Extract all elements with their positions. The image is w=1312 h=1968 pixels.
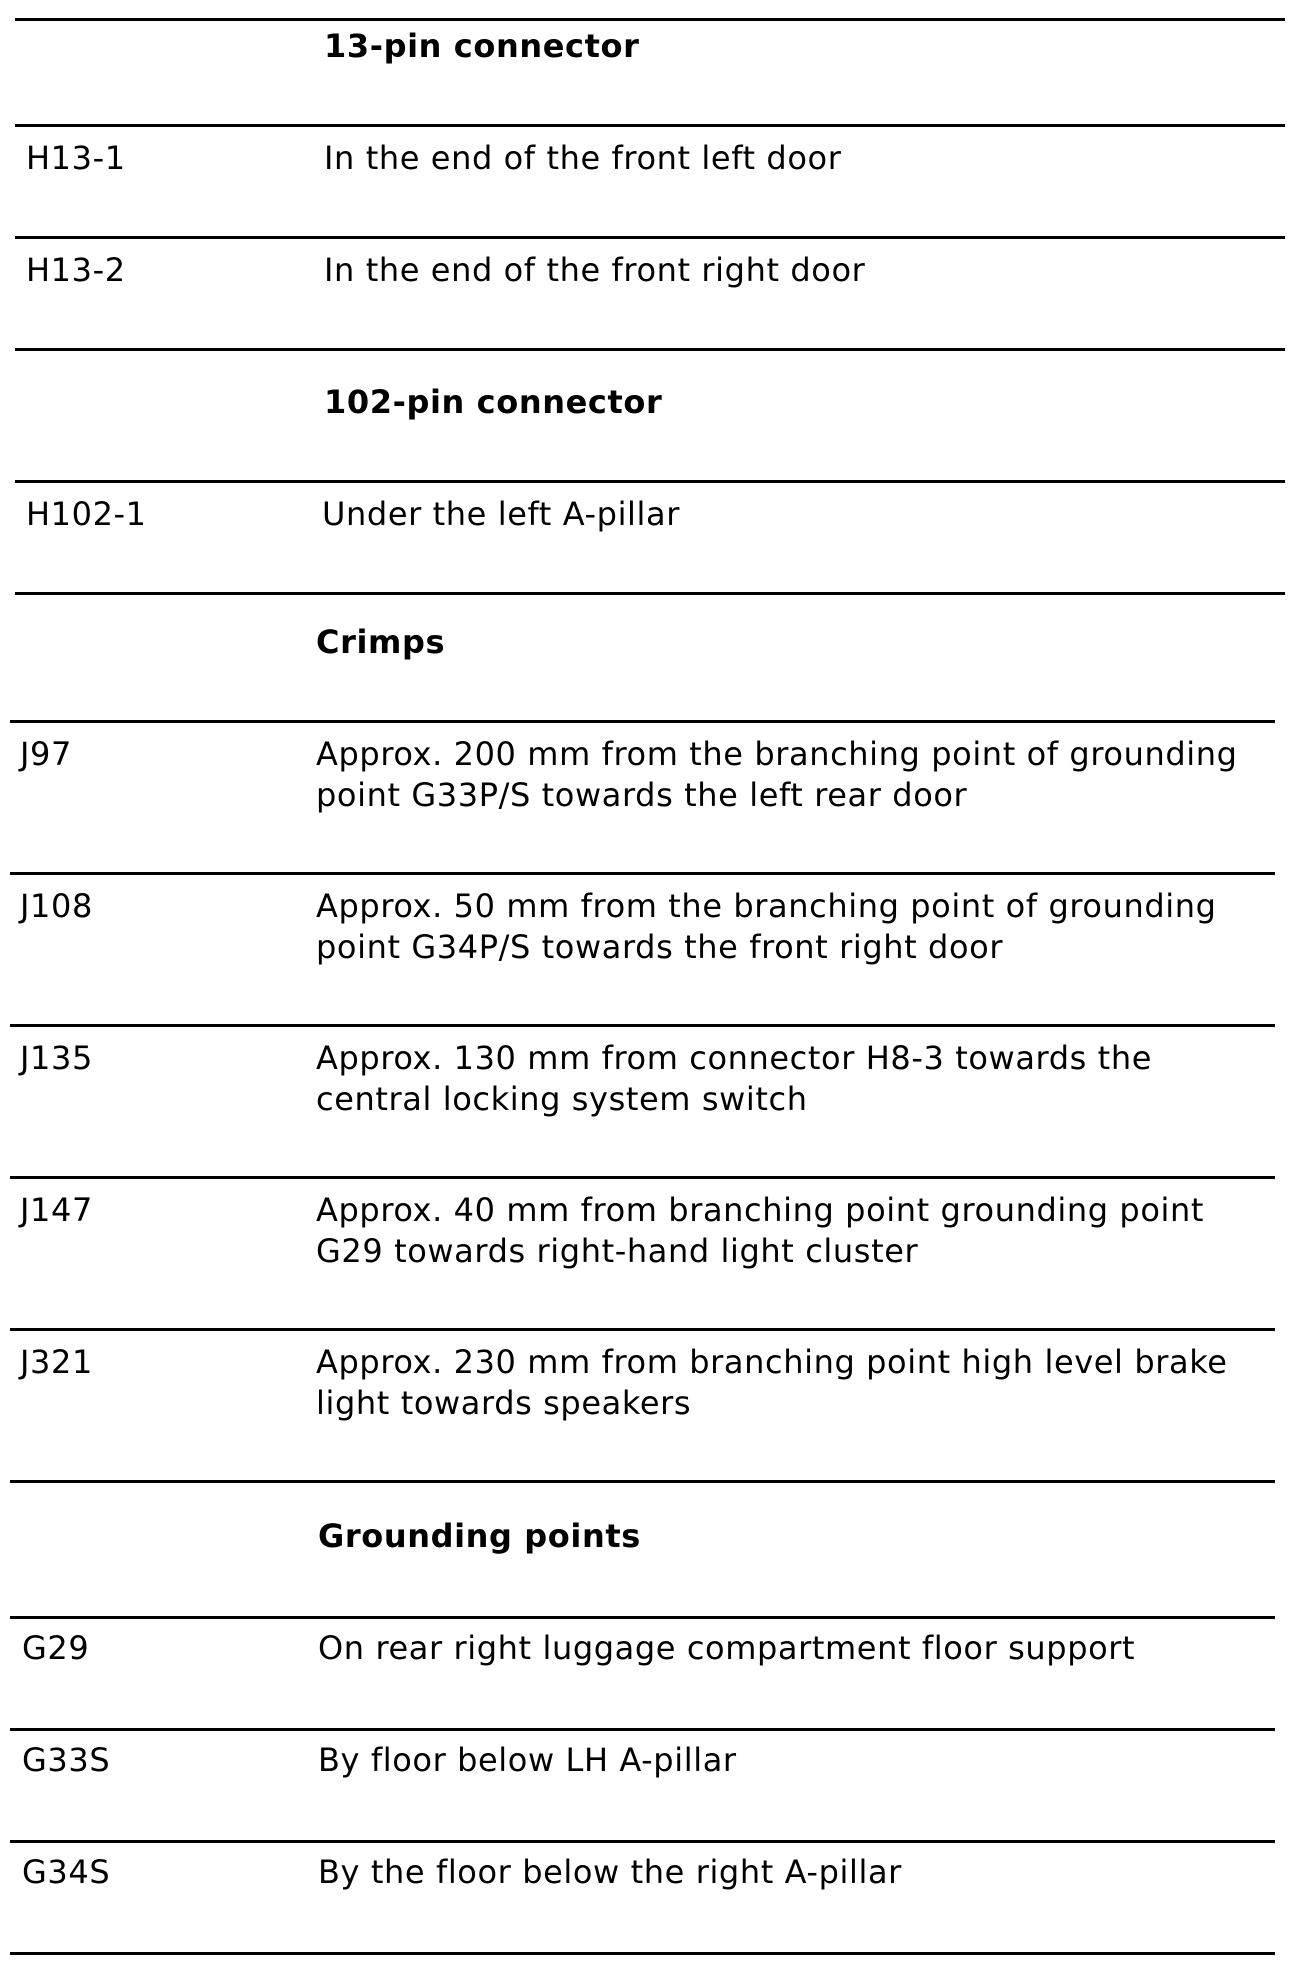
table-rule — [10, 1952, 1275, 1955]
row-description: point G34P/S towards the front right door — [316, 928, 1004, 966]
row-description: Approx. 230 mm from branching point high level brake — [316, 1343, 1228, 1381]
row-description: Approx. 40 mm from branching point grounding point — [316, 1191, 1205, 1229]
row-code: H13-2 — [26, 251, 126, 289]
row-description: point G33P/S towards the left rear door — [316, 776, 968, 814]
table-rule — [10, 872, 1275, 875]
table-rule — [10, 1176, 1275, 1179]
table-rule — [15, 480, 1285, 483]
row-description: Approx. 130 mm from connector H8-3 towards the — [316, 1039, 1152, 1077]
row-description: In the end of the front right door — [324, 251, 866, 289]
table-rule — [10, 1616, 1275, 1619]
row-description: light towards speakers — [316, 1384, 692, 1422]
section-heading: 102-pin connector — [324, 383, 663, 421]
row-code: G33S — [22, 1741, 111, 1779]
row-code: G29 — [22, 1629, 90, 1667]
table-rule — [15, 18, 1285, 21]
table-rule — [10, 1480, 1275, 1483]
section-heading: Grounding points — [318, 1517, 641, 1555]
table-rule — [10, 1840, 1275, 1843]
row-code: H13-1 — [26, 139, 126, 177]
row-code: J108 — [20, 887, 93, 925]
table-rule — [10, 1728, 1275, 1731]
row-description: central locking system switch — [316, 1080, 808, 1118]
row-description: G29 towards right-hand light cluster — [316, 1232, 919, 1270]
table-rule — [15, 236, 1285, 239]
table-rule — [10, 1024, 1275, 1027]
row-code: J97 — [20, 735, 72, 773]
row-code: J135 — [20, 1039, 93, 1077]
table-rule — [10, 1328, 1275, 1331]
row-description: On rear right luggage compartment floor support — [318, 1629, 1136, 1667]
row-description: Approx. 200 mm from the branching point of grounding — [316, 735, 1238, 773]
row-description: By the floor below the right A-pillar — [318, 1853, 902, 1891]
row-description: Under the left A-pillar — [322, 495, 681, 533]
row-description: Approx. 50 mm from the branching point of grounding — [316, 887, 1217, 925]
row-description: In the end of the front left door — [324, 139, 842, 177]
table-rule — [15, 348, 1285, 351]
row-description: By floor below LH A-pillar — [318, 1741, 737, 1779]
row-code: J321 — [20, 1343, 93, 1381]
row-code: H102-1 — [26, 495, 147, 533]
row-code: J147 — [20, 1191, 93, 1229]
table-rule — [15, 592, 1285, 595]
section-heading: 13-pin connector — [324, 27, 640, 65]
table-rule — [10, 720, 1275, 723]
section-heading: Crimps — [316, 623, 446, 661]
table-rule — [15, 124, 1285, 127]
row-code: G34S — [22, 1853, 111, 1891]
